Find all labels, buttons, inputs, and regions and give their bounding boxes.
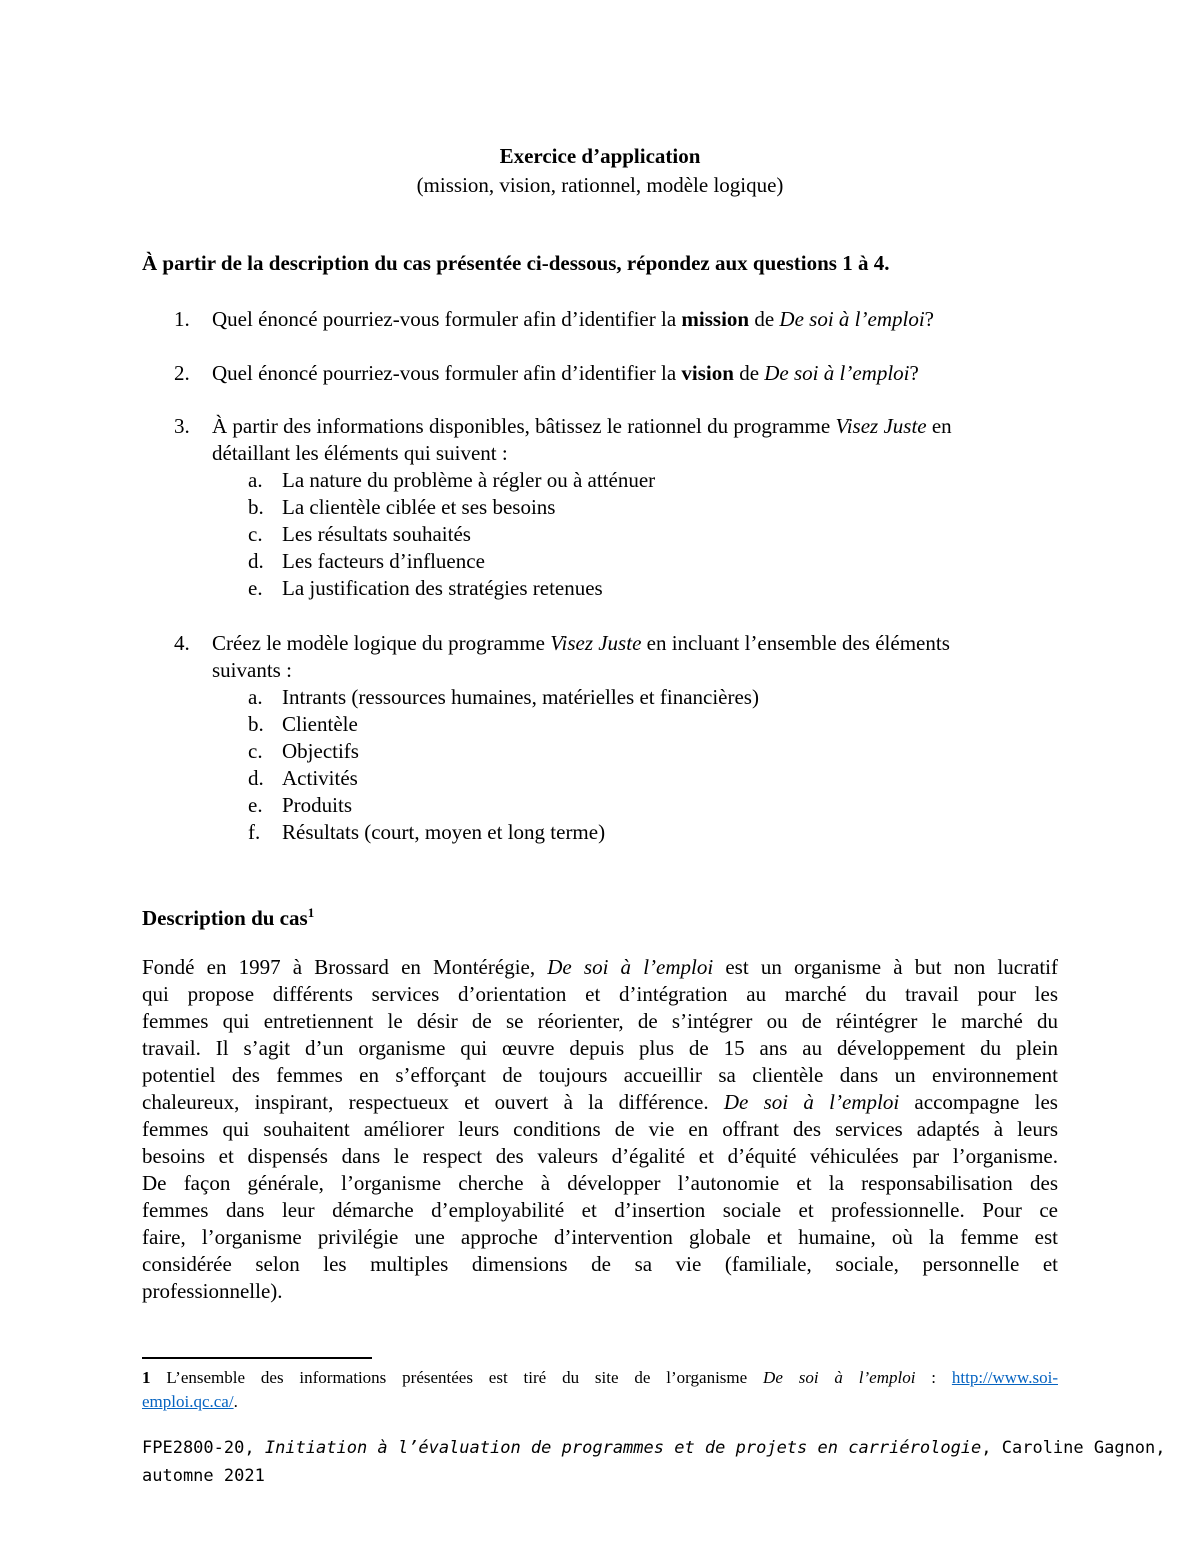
instruction-text: À partir de la description du cas présentée ci-dessous, répondez aux questions 1 à 4. (142, 251, 890, 275)
website-link[interactable]: http://www.soi- (951, 1368, 1058, 1387)
question-text: Quel énoncé pourriez-vous formuler afin d’identifier la vision de De soi à l’emploi? (212, 361, 919, 385)
program-name: Visez Juste (550, 631, 642, 655)
keyword-vision: vision (681, 361, 734, 385)
list-item: e. Produits (248, 793, 353, 817)
list-item: a. La nature du problème à régler ou à atténuer (248, 468, 656, 492)
program-name: Visez Juste (835, 414, 927, 438)
description-paragraph: Fondé en 1997 à Brossard en Montérégie, De soi à l’emploi est un organisme à but non lucratif qui propose différents services d’orientation et d’intégration au marché du travail pour les femmes qui entretiennent le désir de se réorienter, de s’intégrer ou de réintégrer le marché du travail. Il s’agit d’un organisme qui œuvre depuis plus de 15 ans au développement du plein potentiel des femmes en s’efforçant de toujours accueillir sa clientèle dans un environnement chaleureux, inspirant, respectueux et ouvert à la différence. De soi à l’emploi accompagne les femmes qui souhaitent améliorer leurs conditions de vie en offrant des services adaptés à leurs besoins et dispensés dans le respect des valeurs d’égalité et d’équité véhiculées par l’organisme. De façon générale, l’organisme cherche à développer l’autonomie et la responsabilisation des femmes dans leur démarche d’employabilité et d’insertion sociale et professionnelle. Pour ce faire, l’organisme privilégie une approche d’intervention globale et humaine, où la femme est considérée selon les multiples dimensions de sa vie (familiale, sociale, personnelle et professionnelle). (142, 955, 1058, 1303)
list-item: d. Les facteurs d’influence (248, 549, 485, 573)
footnote-reference[interactable]: 1 (307, 905, 315, 920)
question-text: Quel énoncé pourriez-vous formuler afin d’identifier la mission de De soi à l’emploi? (212, 307, 934, 331)
org-name: De soi à l’emploi (723, 1090, 900, 1114)
list-item: b. La clientèle ciblée et ses besoins (248, 495, 556, 519)
keyword-mission: mission (681, 307, 750, 331)
footnote: 1 L’ensemble des informations présentées est tiré du site de l’organisme De soi à l’emploi : http://www.soi- emploi.qc.ca/. (142, 1368, 1058, 1411)
page-title: Exercice d’application (499, 144, 701, 168)
org-name: De soi à l’emploi (779, 307, 925, 331)
list-item: e. La justification des stratégies retenues (248, 576, 603, 600)
question-number: 2. (174, 361, 190, 385)
list-item: c. Les résultats souhaités (248, 522, 471, 546)
footnote-number: 1 (142, 1368, 151, 1387)
question-text: À partir des informations disponibles, bâtissez le rationnel du programme Visez Juste en détaillant les éléments qui suivent : a. La nature du problème à régler ou à atténuer b. La clientèle ciblée et ses besoins c. Les résultats souhaités d. Les facteurs d’influence e. La justification des stratégies retenues (212, 413, 1072, 602)
website-link-continued[interactable]: emploi.qc.ca/ (142, 1392, 234, 1411)
question-text: Créez le modèle logique du programme Visez Juste en incluant l’ensemble des éléments suivants : a. Intrants (ressources humaines, matérielles et financières) b. Clientèle c. Objectifs d. Activités e. Produits f. Résultats (court, moyen et long terme) (212, 630, 1072, 846)
question-number: 4. (174, 631, 190, 655)
list-item: b. Clientèle (248, 712, 358, 736)
org-name: De soi à l’emploi (763, 1368, 916, 1387)
footnote-divider (142, 1357, 372, 1359)
question-number: 1. (174, 307, 190, 331)
list-item: d. Activités (248, 766, 358, 790)
list-item: a. Intrants (ressources humaines, matérielles et financières) (248, 685, 759, 709)
course-title: Initiation à l’évaluation de programmes et de projets en carriérologie (264, 1438, 982, 1458)
page-footer: FPE2800-20, Initiation à l’évaluation de programmes et de projets en carriérologie, Caroline Gagnon, automne 2021 (142, 1438, 1166, 1486)
page-subtitle: (mission, vision, rationnel, modèle logique) (416, 173, 784, 197)
question-number: 3. (174, 414, 190, 438)
list-item: f. Résultats (court, moyen et long terme) (248, 820, 606, 844)
list-item: c. Objectifs (248, 739, 359, 763)
org-name: De soi à l’emploi (764, 361, 910, 385)
section-heading: Description du cas$^1$ (142, 905, 315, 930)
org-name: De soi à l’emploi (547, 955, 714, 979)
